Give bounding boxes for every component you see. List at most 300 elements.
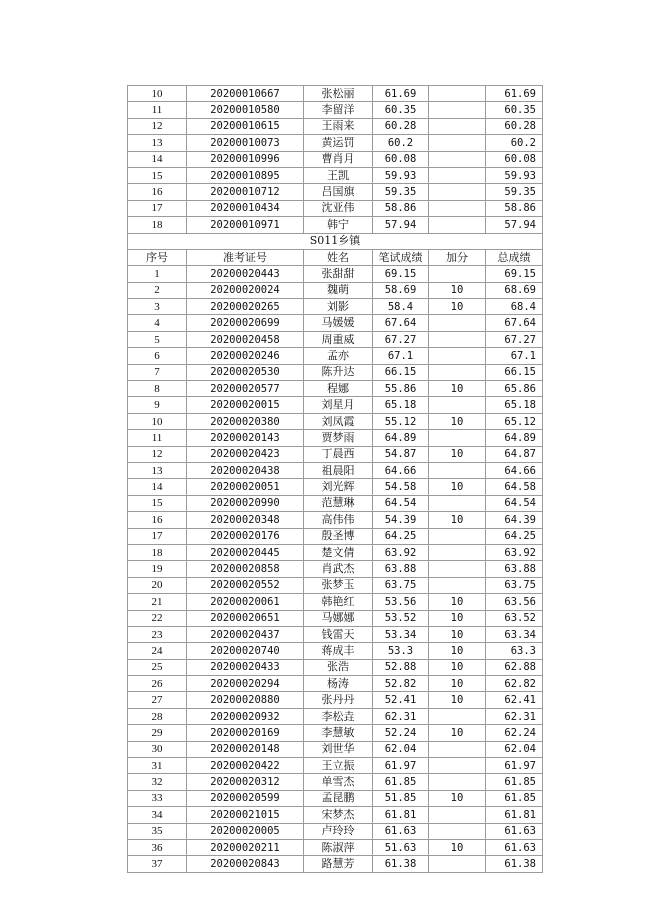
table-row	[128, 462, 543, 478]
total-score: 64.25	[486, 528, 543, 544]
column-header-total-score: 总成绩	[486, 249, 543, 265]
table-row	[128, 381, 543, 397]
total-score: 63.3	[486, 643, 543, 659]
written-score: 60.35	[373, 102, 429, 118]
row-number: 16	[128, 512, 187, 528]
written-score: 64.54	[373, 495, 429, 511]
total-score: 64.39	[486, 512, 543, 528]
table-row	[128, 495, 543, 511]
exam-id: 20200020599	[187, 790, 304, 806]
candidate-name: 韩宁	[304, 217, 373, 233]
section-title-row	[128, 233, 543, 249]
bonus-points	[429, 430, 486, 446]
written-score: 62.04	[373, 741, 429, 757]
total-score: 62.31	[486, 708, 543, 724]
exam-id: 20200020880	[187, 692, 304, 708]
written-score: 63.92	[373, 544, 429, 560]
exam-id: 20200020380	[187, 413, 304, 429]
table-row	[128, 790, 543, 806]
row-number: 16	[128, 184, 187, 200]
exam-id: 20200020740	[187, 643, 304, 659]
bonus-points: 10	[429, 676, 486, 692]
row-number: 30	[128, 741, 187, 757]
table-row	[128, 200, 543, 216]
exam-id: 20200020438	[187, 462, 304, 478]
table-row	[128, 594, 543, 610]
candidate-name: 刘凤霞	[304, 413, 373, 429]
bonus-points	[429, 758, 486, 774]
written-score: 55.12	[373, 413, 429, 429]
table-row	[128, 413, 543, 429]
exam-id: 20200020437	[187, 626, 304, 642]
candidate-name: 程娜	[304, 381, 373, 397]
total-score: 61.81	[486, 807, 543, 823]
row-number: 17	[128, 200, 187, 216]
column-header-no: 序号	[128, 249, 187, 265]
written-score: 63.88	[373, 561, 429, 577]
row-number: 10	[128, 413, 187, 429]
table-row	[128, 331, 543, 347]
exam-id: 20200020577	[187, 381, 304, 397]
candidate-name: 李留洋	[304, 102, 373, 118]
row-number: 21	[128, 594, 187, 610]
table-row	[128, 856, 543, 872]
total-score: 61.69	[486, 86, 543, 102]
bonus-points	[429, 217, 486, 233]
table-row	[128, 167, 543, 183]
bonus-points	[429, 774, 486, 790]
bonus-points	[429, 184, 486, 200]
table-row	[128, 282, 543, 298]
candidate-name: 张甜甜	[304, 266, 373, 282]
bonus-points	[429, 577, 486, 593]
section-s011-rows	[128, 266, 543, 872]
table-row	[128, 446, 543, 462]
bonus-points	[429, 200, 486, 216]
total-score: 62.41	[486, 692, 543, 708]
total-score: 61.85	[486, 790, 543, 806]
total-score: 67.27	[486, 331, 543, 347]
total-score: 63.92	[486, 544, 543, 560]
candidate-name: 孟亦	[304, 348, 373, 364]
candidate-name: 王立振	[304, 758, 373, 774]
written-score: 61.38	[373, 856, 429, 872]
row-number: 25	[128, 659, 187, 675]
written-score: 65.18	[373, 397, 429, 413]
bonus-points	[429, 807, 486, 823]
table-row	[128, 217, 543, 233]
table-row	[128, 430, 543, 446]
bonus-points	[429, 266, 486, 282]
table-row	[128, 610, 543, 626]
candidate-name: 单雪杰	[304, 774, 373, 790]
row-number: 32	[128, 774, 187, 790]
total-score: 60.28	[486, 118, 543, 134]
row-number: 17	[128, 528, 187, 544]
exam-id: 20200020932	[187, 708, 304, 724]
total-score: 63.88	[486, 561, 543, 577]
exam-id: 20200020843	[187, 856, 304, 872]
table-row	[128, 135, 543, 151]
bonus-points: 10	[429, 512, 486, 528]
written-score: 64.66	[373, 462, 429, 478]
total-score: 65.18	[486, 397, 543, 413]
exam-id: 20200020005	[187, 823, 304, 839]
written-score: 54.39	[373, 512, 429, 528]
candidate-name: 孟昆鹏	[304, 790, 373, 806]
table-row	[128, 676, 543, 692]
exam-id: 20200020458	[187, 331, 304, 347]
bonus-points	[429, 495, 486, 511]
candidate-name: 张松丽	[304, 86, 373, 102]
exam-id: 20200020246	[187, 348, 304, 364]
bonus-points	[429, 348, 486, 364]
table-row	[128, 479, 543, 495]
bonus-points: 10	[429, 299, 486, 315]
row-number: 33	[128, 790, 187, 806]
written-score: 52.88	[373, 659, 429, 675]
bonus-points: 10	[429, 643, 486, 659]
candidate-name: 陈升达	[304, 364, 373, 380]
row-number: 7	[128, 364, 187, 380]
candidate-name: 宋梦杰	[304, 807, 373, 823]
exam-id: 20200020422	[187, 758, 304, 774]
exam-id: 20200020433	[187, 659, 304, 675]
candidate-name: 祖晨阳	[304, 462, 373, 478]
written-score: 52.24	[373, 725, 429, 741]
bonus-points: 10	[429, 626, 486, 642]
total-score: 63.52	[486, 610, 543, 626]
total-score: 63.75	[486, 577, 543, 593]
total-score: 61.97	[486, 758, 543, 774]
bonus-points	[429, 544, 486, 560]
table-row	[128, 758, 543, 774]
candidate-name: 张丹丹	[304, 692, 373, 708]
table-row	[128, 151, 543, 167]
column-header-exam-id: 准考证号	[187, 249, 304, 265]
total-score: 63.34	[486, 626, 543, 642]
bonus-points: 10	[429, 479, 486, 495]
total-score: 64.89	[486, 430, 543, 446]
table-row	[128, 315, 543, 331]
candidate-name: 高伟伟	[304, 512, 373, 528]
total-score: 65.12	[486, 413, 543, 429]
written-score: 58.4	[373, 299, 429, 315]
table-row	[128, 299, 543, 315]
candidate-name: 马媛媛	[304, 315, 373, 331]
table-row	[128, 725, 543, 741]
table-row	[128, 512, 543, 528]
total-score: 68.4	[486, 299, 543, 315]
exam-id: 20200020024	[187, 282, 304, 298]
exam-id: 20200020445	[187, 544, 304, 560]
written-score: 51.85	[373, 790, 429, 806]
total-score: 64.58	[486, 479, 543, 495]
total-score: 57.94	[486, 217, 543, 233]
row-number: 35	[128, 823, 187, 839]
row-number: 27	[128, 692, 187, 708]
candidate-name: 吕国旗	[304, 184, 373, 200]
written-score: 59.93	[373, 167, 429, 183]
row-number: 18	[128, 217, 187, 233]
total-score: 61.85	[486, 774, 543, 790]
table-row	[128, 102, 543, 118]
table-row	[128, 692, 543, 708]
written-score: 52.82	[373, 676, 429, 692]
column-header-bonus: 加分	[429, 249, 486, 265]
bonus-points: 10	[429, 610, 486, 626]
written-score: 60.28	[373, 118, 429, 134]
row-number: 28	[128, 708, 187, 724]
written-score: 67.27	[373, 331, 429, 347]
total-score: 65.86	[486, 381, 543, 397]
table-row	[128, 544, 543, 560]
bonus-points	[429, 135, 486, 151]
row-number: 22	[128, 610, 187, 626]
table-row	[128, 823, 543, 839]
bonus-points: 10	[429, 692, 486, 708]
written-score: 62.31	[373, 708, 429, 724]
bonus-points	[429, 561, 486, 577]
row-number: 13	[128, 462, 187, 478]
row-number: 26	[128, 676, 187, 692]
total-score: 69.15	[486, 266, 543, 282]
written-score: 53.52	[373, 610, 429, 626]
written-score: 59.35	[373, 184, 429, 200]
candidate-name: 曹肖月	[304, 151, 373, 167]
written-score: 58.86	[373, 200, 429, 216]
total-score: 61.63	[486, 823, 543, 839]
exam-id: 20200020294	[187, 676, 304, 692]
candidate-name: 范慧琳	[304, 495, 373, 511]
exam-id: 20200020176	[187, 528, 304, 544]
exam-id: 20200020312	[187, 774, 304, 790]
candidate-name: 殷圣博	[304, 528, 373, 544]
bonus-points: 10	[429, 790, 486, 806]
row-number: 15	[128, 495, 187, 511]
table-row	[128, 528, 543, 544]
total-score: 62.24	[486, 725, 543, 741]
written-score: 61.97	[373, 758, 429, 774]
row-number: 34	[128, 807, 187, 823]
row-number: 8	[128, 381, 187, 397]
row-number: 29	[128, 725, 187, 741]
section-title: S011乡镇	[128, 233, 543, 249]
candidate-name: 刘世华	[304, 741, 373, 757]
candidate-name: 丁晨西	[304, 446, 373, 462]
candidate-name: 王凯	[304, 167, 373, 183]
row-number: 4	[128, 315, 187, 331]
exam-id: 20200020699	[187, 315, 304, 331]
written-score: 61.81	[373, 807, 429, 823]
written-score: 51.63	[373, 839, 429, 855]
exam-id: 20200020211	[187, 839, 304, 855]
table-row	[128, 266, 543, 282]
written-score: 54.58	[373, 479, 429, 495]
table-row	[128, 774, 543, 790]
total-score: 58.86	[486, 200, 543, 216]
row-number: 14	[128, 151, 187, 167]
row-number: 36	[128, 839, 187, 855]
written-score: 61.85	[373, 774, 429, 790]
candidate-name: 陈淑萍	[304, 839, 373, 855]
table-row	[128, 708, 543, 724]
row-number: 13	[128, 135, 187, 151]
bonus-points	[429, 364, 486, 380]
total-score: 62.88	[486, 659, 543, 675]
bonus-points	[429, 708, 486, 724]
bonus-points	[429, 528, 486, 544]
written-score: 58.69	[373, 282, 429, 298]
written-score: 63.75	[373, 577, 429, 593]
exam-id: 20200020858	[187, 561, 304, 577]
bonus-points	[429, 315, 486, 331]
total-score: 61.38	[486, 856, 543, 872]
previous-section-rows	[128, 86, 543, 234]
table-row	[128, 561, 543, 577]
table-row	[128, 741, 543, 757]
exam-id: 20200020530	[187, 364, 304, 380]
candidate-name: 李松垚	[304, 708, 373, 724]
row-number: 1	[128, 266, 187, 282]
row-number: 31	[128, 758, 187, 774]
candidate-name: 王雨来	[304, 118, 373, 134]
candidate-name: 蒋成丰	[304, 643, 373, 659]
row-number: 3	[128, 299, 187, 315]
written-score: 66.15	[373, 364, 429, 380]
candidate-name: 楚文倩	[304, 544, 373, 560]
written-score: 52.41	[373, 692, 429, 708]
candidate-name: 杨涛	[304, 676, 373, 692]
row-number: 5	[128, 331, 187, 347]
row-number: 24	[128, 643, 187, 659]
bonus-points	[429, 102, 486, 118]
candidate-name: 钱雷天	[304, 626, 373, 642]
total-score: 62.04	[486, 741, 543, 757]
row-number: 18	[128, 544, 187, 560]
exam-id: 20200020143	[187, 430, 304, 446]
total-score: 63.56	[486, 594, 543, 610]
row-number: 20	[128, 577, 187, 593]
exam-id: 20200010971	[187, 217, 304, 233]
table-row	[128, 118, 543, 134]
exam-id: 20200020423	[187, 446, 304, 462]
total-score: 60.08	[486, 151, 543, 167]
candidate-name: 张梦玉	[304, 577, 373, 593]
written-score: 69.15	[373, 266, 429, 282]
bonus-points: 10	[429, 446, 486, 462]
bonus-points	[429, 118, 486, 134]
column-header-name: 姓名	[304, 249, 373, 265]
section-s011	[128, 233, 543, 266]
table-row	[128, 626, 543, 642]
bonus-points	[429, 462, 486, 478]
candidate-name: 魏萌	[304, 282, 373, 298]
table-row	[128, 348, 543, 364]
row-number: 6	[128, 348, 187, 364]
total-score: 64.66	[486, 462, 543, 478]
exam-id: 20200020651	[187, 610, 304, 626]
candidate-name: 肖武杰	[304, 561, 373, 577]
candidate-name: 周重威	[304, 331, 373, 347]
written-score: 64.25	[373, 528, 429, 544]
row-number: 15	[128, 167, 187, 183]
column-header-row	[128, 249, 543, 265]
table-row	[128, 839, 543, 855]
total-score: 67.1	[486, 348, 543, 364]
exam-id: 20200010434	[187, 200, 304, 216]
written-score: 64.89	[373, 430, 429, 446]
candidate-name: 刘光辉	[304, 479, 373, 495]
row-number: 23	[128, 626, 187, 642]
written-score: 61.63	[373, 823, 429, 839]
exam-id: 20200020265	[187, 299, 304, 315]
candidate-name: 刘影	[304, 299, 373, 315]
bonus-points: 10	[429, 413, 486, 429]
candidate-name: 刘星月	[304, 397, 373, 413]
candidate-name: 贾梦雨	[304, 430, 373, 446]
written-score: 60.08	[373, 151, 429, 167]
exam-id: 20200020061	[187, 594, 304, 610]
written-score: 53.34	[373, 626, 429, 642]
table-row	[128, 184, 543, 200]
exam-id: 20200010073	[187, 135, 304, 151]
bonus-points	[429, 86, 486, 102]
exam-id: 20200020348	[187, 512, 304, 528]
total-score: 66.15	[486, 364, 543, 380]
exam-id: 20200020990	[187, 495, 304, 511]
total-score: 68.69	[486, 282, 543, 298]
total-score: 62.82	[486, 676, 543, 692]
bonus-points: 10	[429, 839, 486, 855]
total-score: 67.64	[486, 315, 543, 331]
table-row	[128, 659, 543, 675]
total-score: 64.87	[486, 446, 543, 462]
exam-id: 20200010712	[187, 184, 304, 200]
exam-id: 20200021015	[187, 807, 304, 823]
exam-id: 20200020051	[187, 479, 304, 495]
total-score: 59.35	[486, 184, 543, 200]
written-score: 55.86	[373, 381, 429, 397]
row-number: 19	[128, 561, 187, 577]
table-row	[128, 364, 543, 380]
written-score: 60.2	[373, 135, 429, 151]
row-number: 12	[128, 446, 187, 462]
total-score: 59.93	[486, 167, 543, 183]
candidate-name: 黄运罚	[304, 135, 373, 151]
exam-id: 20200010580	[187, 102, 304, 118]
candidate-name: 路慧芳	[304, 856, 373, 872]
written-score: 57.94	[373, 217, 429, 233]
candidate-name: 韩艳红	[304, 594, 373, 610]
bonus-points	[429, 823, 486, 839]
bonus-points: 10	[429, 659, 486, 675]
table-row	[128, 807, 543, 823]
row-number: 9	[128, 397, 187, 413]
bonus-points	[429, 151, 486, 167]
row-number: 37	[128, 856, 187, 872]
exam-id: 20200010615	[187, 118, 304, 134]
exam-id: 20200020169	[187, 725, 304, 741]
row-number: 2	[128, 282, 187, 298]
table-row	[128, 397, 543, 413]
exam-id: 20200010895	[187, 167, 304, 183]
candidate-name: 沈亚伟	[304, 200, 373, 216]
table-row	[128, 86, 543, 102]
candidate-name: 李慧敏	[304, 725, 373, 741]
bonus-points	[429, 331, 486, 347]
exam-id: 20200010667	[187, 86, 304, 102]
